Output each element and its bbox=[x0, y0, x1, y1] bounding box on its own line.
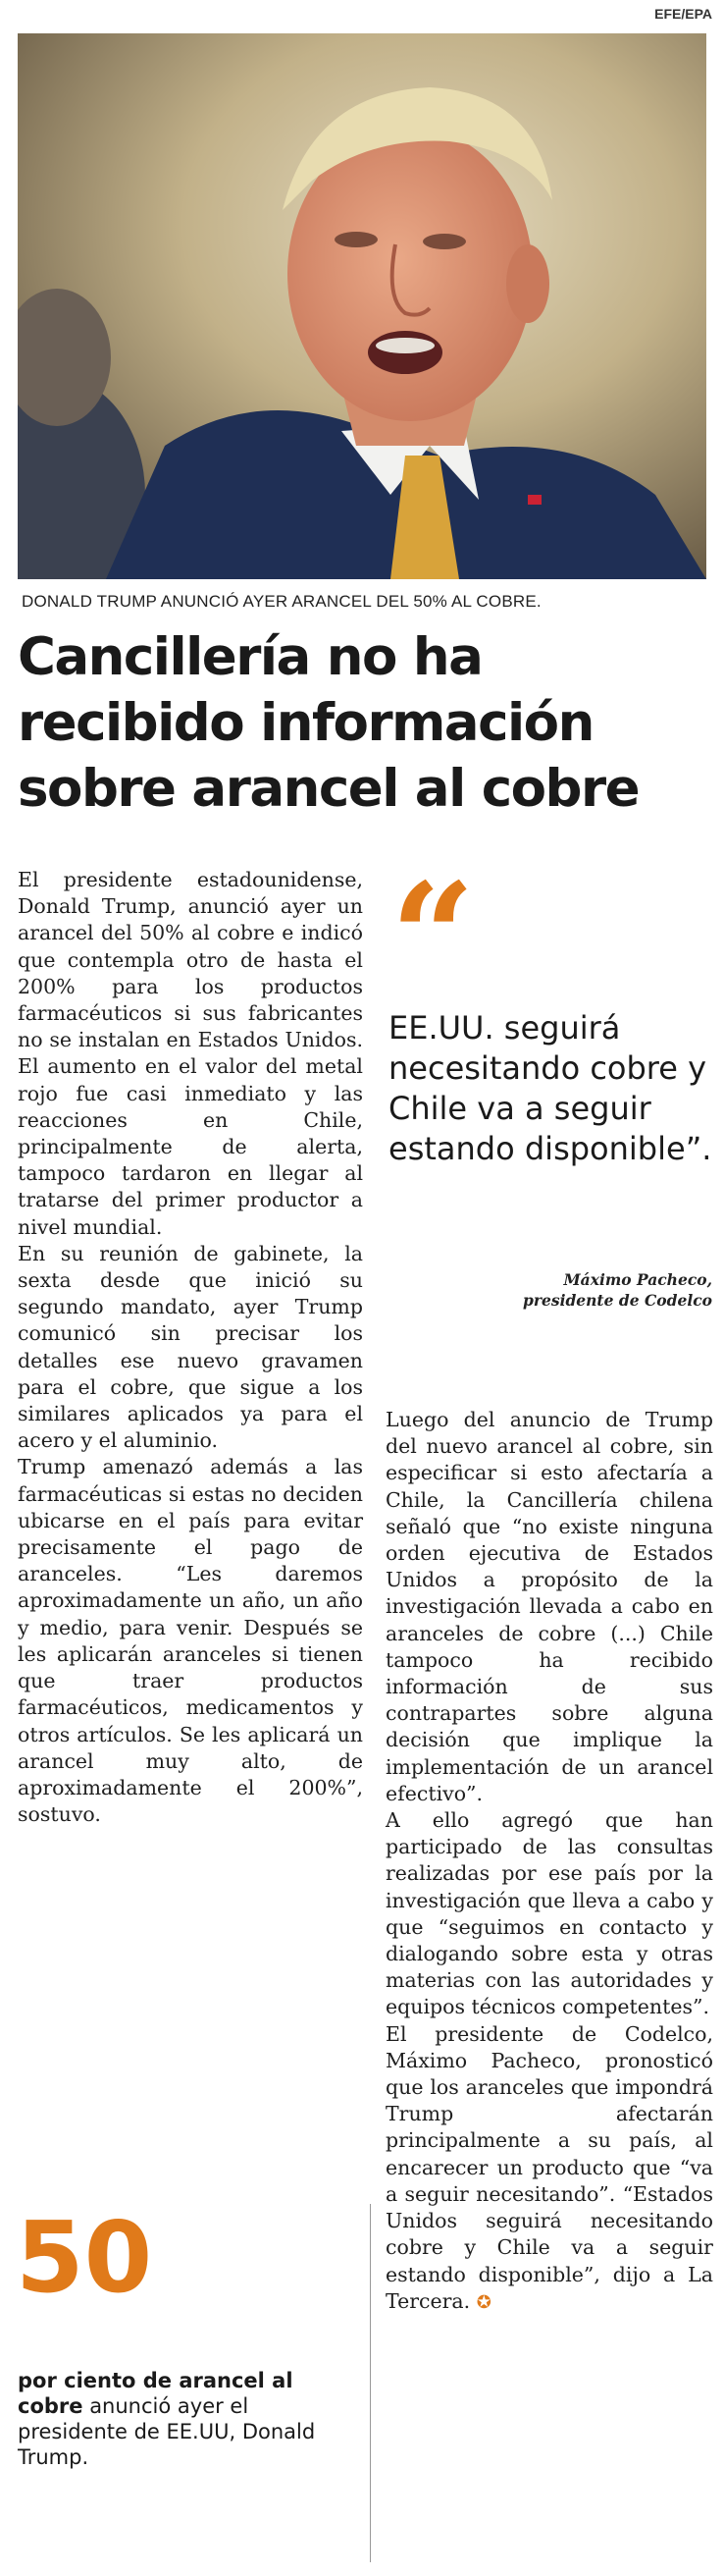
photo-caption: DONALD TRUMP ANUNCIÓ AYER ARANCEL DEL 50% AL COBRE. bbox=[22, 592, 542, 611]
pull-quote: EE.UU. seguirá necesitando cobre y Chile va a seguir estando disponible”. bbox=[388, 1009, 712, 1167]
paragraph-text: El presidente de Codelco, Máximo Pacheco, pronosticó que los aranceles que impondrá Trump afectarán principalmente a su país, al encarecer un producto que “va a seguir necesitando”. “Estados Unidos seguirá necesitando cobre y Chile va a seguir estando disponible”, dijo a La Tercera. bbox=[386, 2021, 713, 2313]
paragraph: Trump amenazó además a las farmacéuticas si estas no deciden ubicarse en el país para evitar precisamente el pago de aranceles. “Les daremos aproximadamente un año, un año y medio, para venir. Después se les aplicarán aranceles si tienen que traer productos farmacéuticos, medicamentos y otros artículos. Se les aplicará un arancel muy alto, de aproximadamente el 200%”, sostuvo. bbox=[18, 1455, 363, 1827]
trump-portrait-image bbox=[18, 33, 706, 579]
paragraph: Luego del anuncio de Trump del nuevo arancel al cobre, sin especificar si esto afectaría a Chile, la Cancillería chilena señaló que “no existe ninguna orden ejecutiva de Estados Unidos a propósito de la investigación llevada a cabo en aranceles de cobre (...) Chile tampoco ha recibido información de sus contrapartes sobre alguna decisión que implique la implementación de un arancel efectivo”. bbox=[386, 1408, 713, 1805]
paragraph: El presidente estadounidense, Donald Trump, anunció ayer un arancel del 50% al cobre e indicó que contempla otro de hasta el 200% para los productos farmacéuticos si sus fabricantes no se instalan en Estados Unidos. El aumento en el valor del metal rojo fue casi inmediato y las reacciones en Chile, principalmente de alerta, tampoco tardaron en llegar al tratarse del primer productor a nivel mundial. bbox=[18, 868, 363, 1239]
article-column-left bbox=[18, 867, 363, 1828]
news-photo bbox=[18, 33, 706, 579]
paragraph-last bbox=[386, 2021, 713, 2316]
quote-author-role: presidente de Codelco bbox=[522, 1291, 712, 1310]
quote-mark-icon: “ bbox=[390, 851, 476, 1024]
stat-number: 50 bbox=[16, 2200, 153, 2315]
quote-author-name: Máximo Pacheco, bbox=[563, 1270, 712, 1289]
quote-attribution bbox=[523, 1269, 712, 1311]
column-divider bbox=[370, 2204, 371, 2562]
article-column-right bbox=[386, 1407, 713, 2316]
end-mark-icon: ✪ bbox=[476, 2291, 491, 2313]
stat-description bbox=[18, 2368, 351, 2470]
stat-bold-text: por ciento de arancel al cobre bbox=[18, 2369, 293, 2418]
photo-credit: EFE/EPA bbox=[654, 6, 712, 22]
paragraph: A ello agregó que han participado de las consultas realizadas por ese país por la investigación que lleva a cabo y que “seguimos en contacto y dialogando sobre esta y otras materias con las autoridades y equipos técnicos competentes”. bbox=[386, 1808, 713, 2019]
stat-rest-text: anunció ayer el presidente de EE.UU, Donald Trump. bbox=[18, 2394, 316, 2469]
paragraph: En su reunión de gabinete, la sexta desde que inició su segundo mandato, ayer Trump comunicó sin precisar los detalles ese nuevo gravamen para el cobre, que sigue a los similares aplicados ya para el acero y el aluminio. bbox=[18, 1241, 363, 1453]
headline: Cancillería no ha recibido información sobre arancel al cobre bbox=[18, 627, 640, 819]
